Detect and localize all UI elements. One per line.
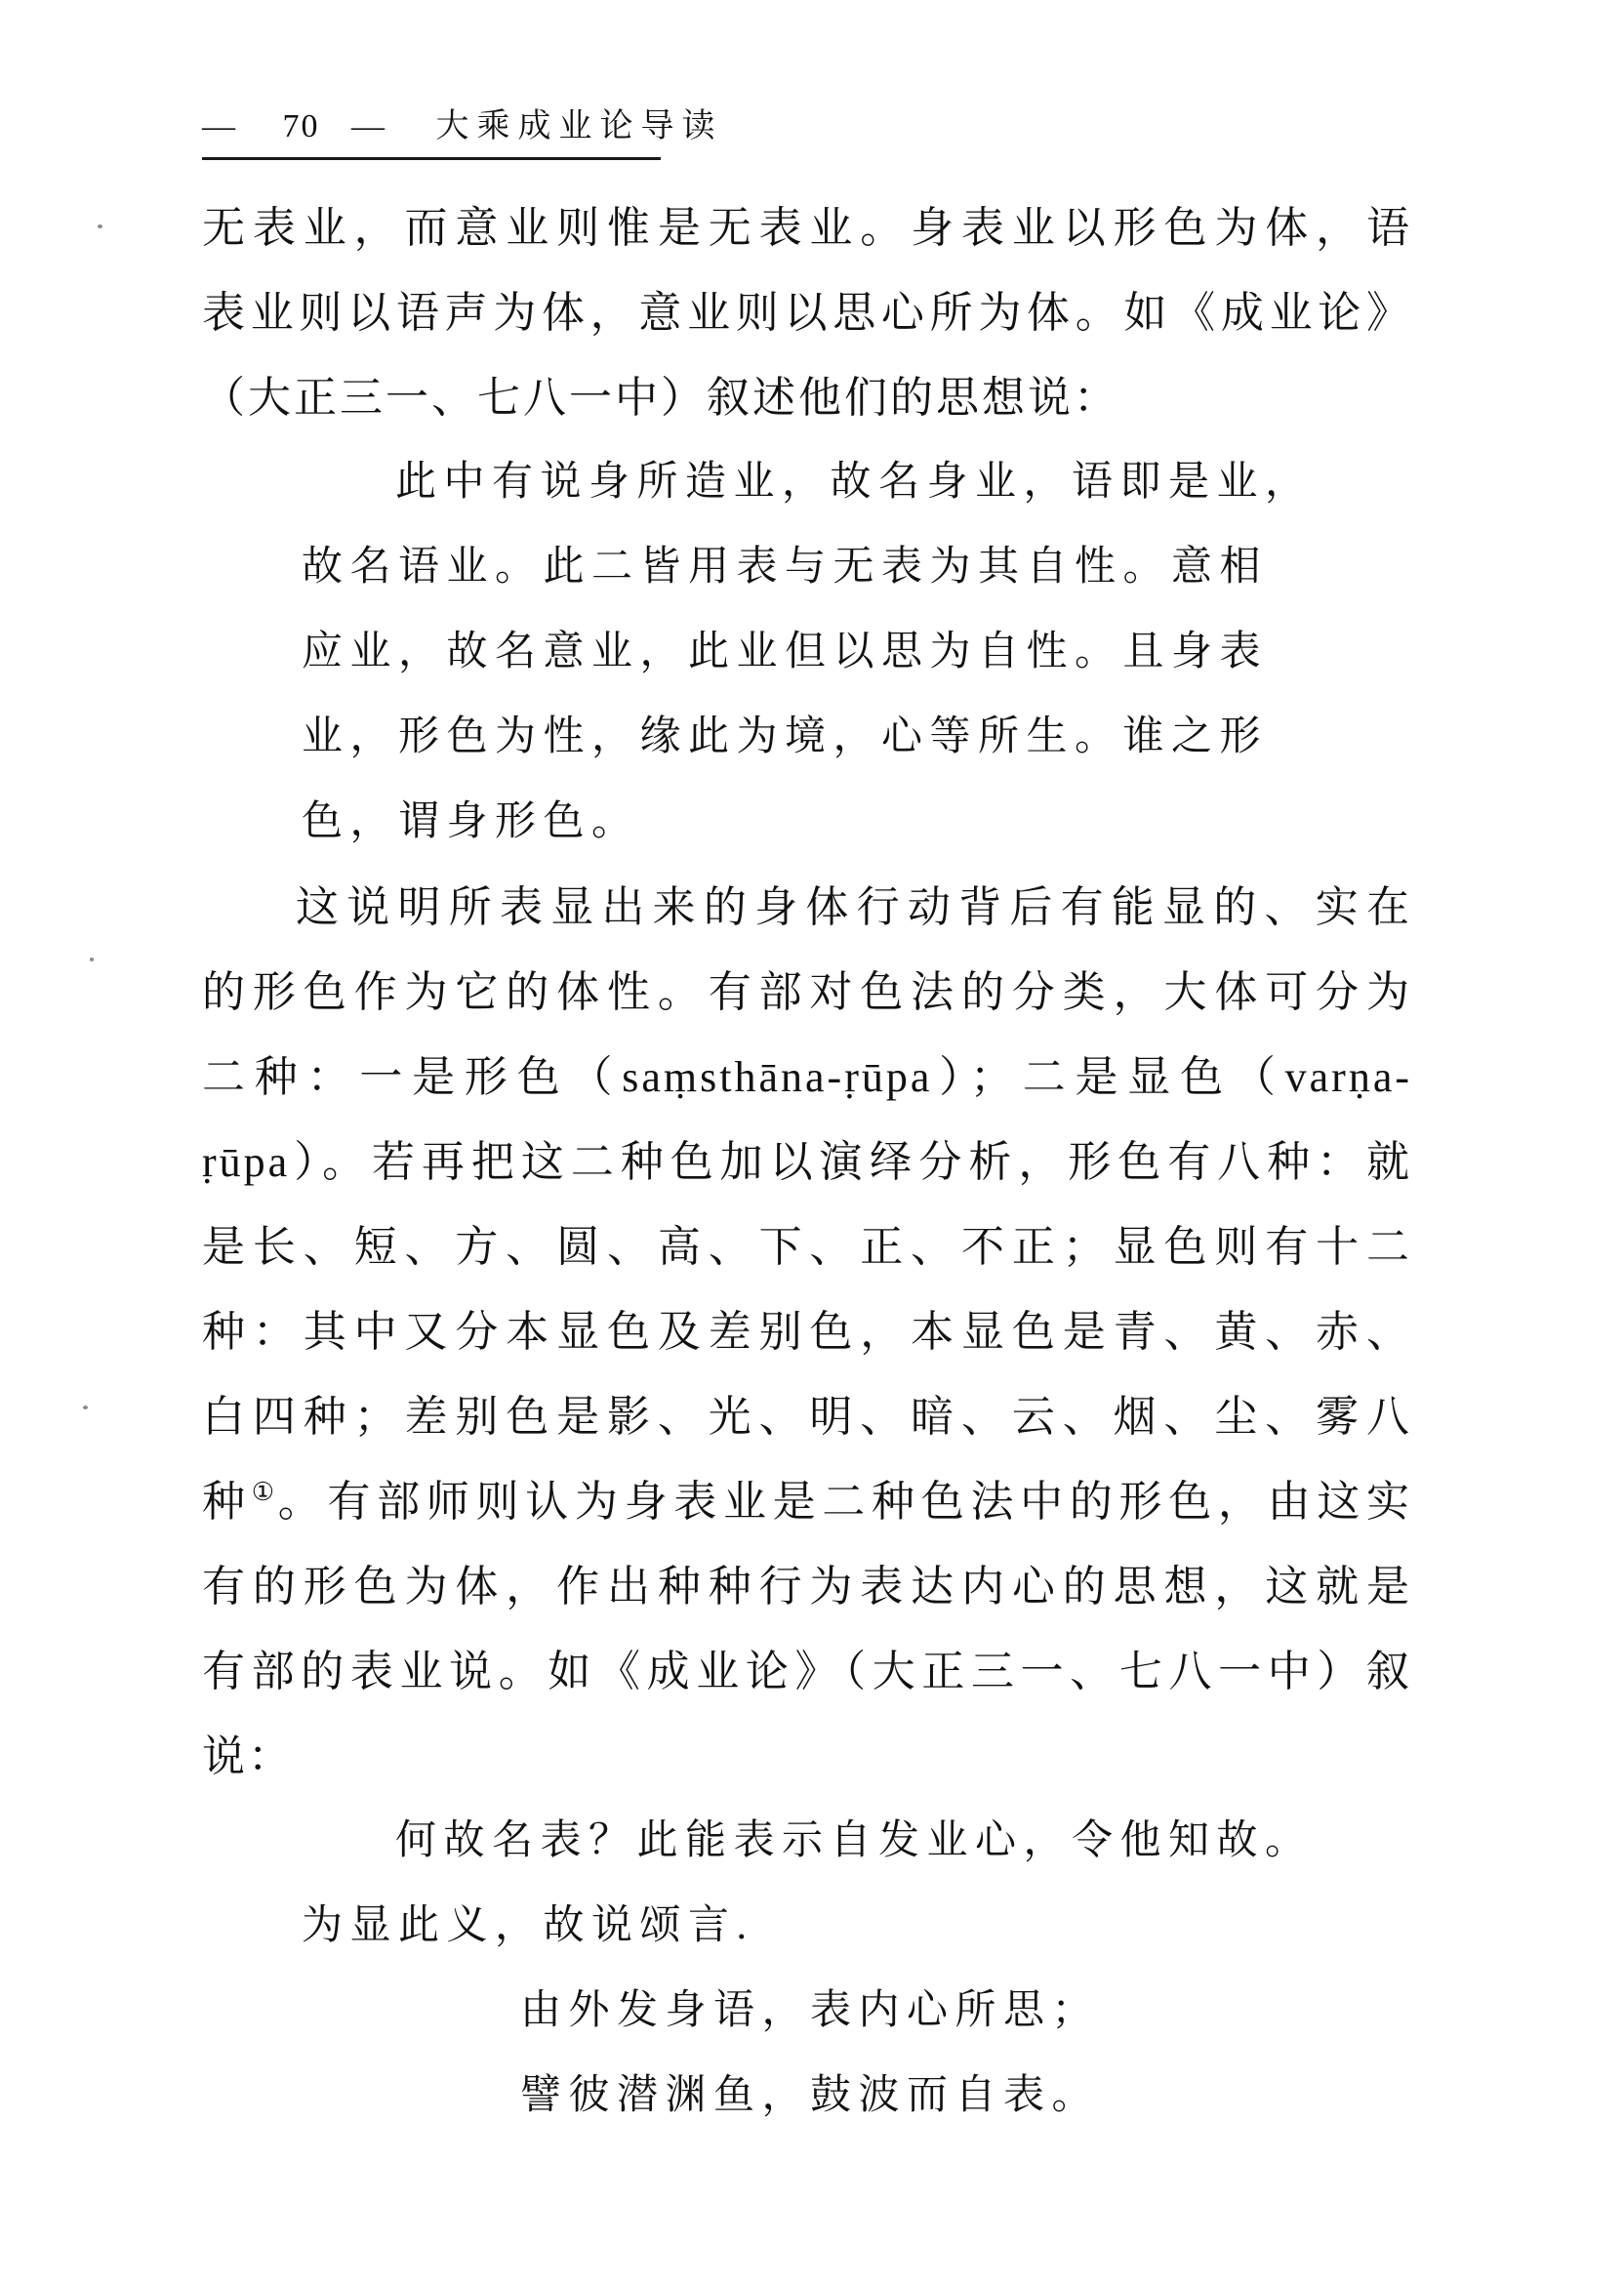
text-line: （大正三一、七八一中）叙述他们的思想说： [202, 374, 1119, 422]
text-line: 种：其中又分本显色及差别色，本显色是青、黄、赤、 [202, 1308, 1412, 1356]
quote-line: 色，谓身形色。 [302, 799, 640, 844]
text-column [202, 185, 1412, 2139]
text-line: 有部的表业说。如《成业论》（大正三一、七八一中）叙 [202, 1648, 1412, 1695]
scan-speck [83, 1406, 88, 1409]
quote-line: 业，形色为性，缘此为境，心等所生。谁之形 [302, 714, 1269, 759]
quote-line: 为显此义，故说颂言. [302, 1903, 754, 1948]
quote-line: 应业，故名意业，此业但以思为自性。且身表 [302, 630, 1269, 674]
scan-speck [90, 958, 94, 961]
text-line: 无表业，而意业则惟是无表业。身表业以形色为体，语 [202, 204, 1412, 252]
text-line: 的形色作为它的体性。有部对色法的分类，大体可分为 [202, 968, 1412, 1016]
scan-speck [98, 224, 102, 228]
book-title: 大乘成业论导读 [435, 108, 723, 144]
quote-line: 何故名表？此能表示自发业心，令他知故。 [395, 1818, 1314, 1863]
running-head [202, 105, 723, 148]
line-rest: 。有部师则认为身表业是二种色法中的形色，由这实 [277, 1478, 1412, 1526]
text-line: 是长、短、方、圆、高、下、正、不正；显色则有十二 [202, 1223, 1412, 1271]
header-dash-left: — [202, 108, 237, 144]
text-line: 表业则以语声为体，意业则以思心所为体。如《成业论》 [202, 289, 1412, 337]
header-dash-right: — [351, 108, 386, 144]
page-number: 70 [282, 108, 320, 144]
text-line: 说： [202, 1733, 294, 1780]
text-line-sanskrit: ṛūpa）。若再把这二种色加以演绎分析，形色有八种：就 [202, 1138, 1412, 1186]
footnote-marker: ① [251, 1478, 278, 1506]
text-line-sanskrit: 二种：一是形色（saṃsthāna-ṛūpa）；二是显色（varṇa- [202, 1053, 1412, 1101]
verse-line: 譬彼潜渊鱼，鼓波而自表。 [520, 2073, 1101, 2118]
text-line-with-footnote [202, 1459, 1412, 1544]
verse-line: 由外发身语，表内心所思； [520, 1988, 1101, 2033]
header-rule [202, 157, 661, 160]
quote-line: 故名语业。此二皆用表与无表为其自性。意相 [302, 545, 1269, 590]
text-line: 白四种；差别色是影、光、明、暗、云、烟、尘、雾八 [202, 1393, 1412, 1441]
text-line: 有的形色为体，作出种种行为表达内心的思想，这就是 [202, 1563, 1412, 1611]
line-pre: 种 [202, 1478, 252, 1526]
text-line: 这说明所表显出来的身体行动背后有能显的、实在 [296, 883, 1412, 931]
quote-line: 此中有说身所造业，故名身业，语即是业， [395, 460, 1314, 505]
